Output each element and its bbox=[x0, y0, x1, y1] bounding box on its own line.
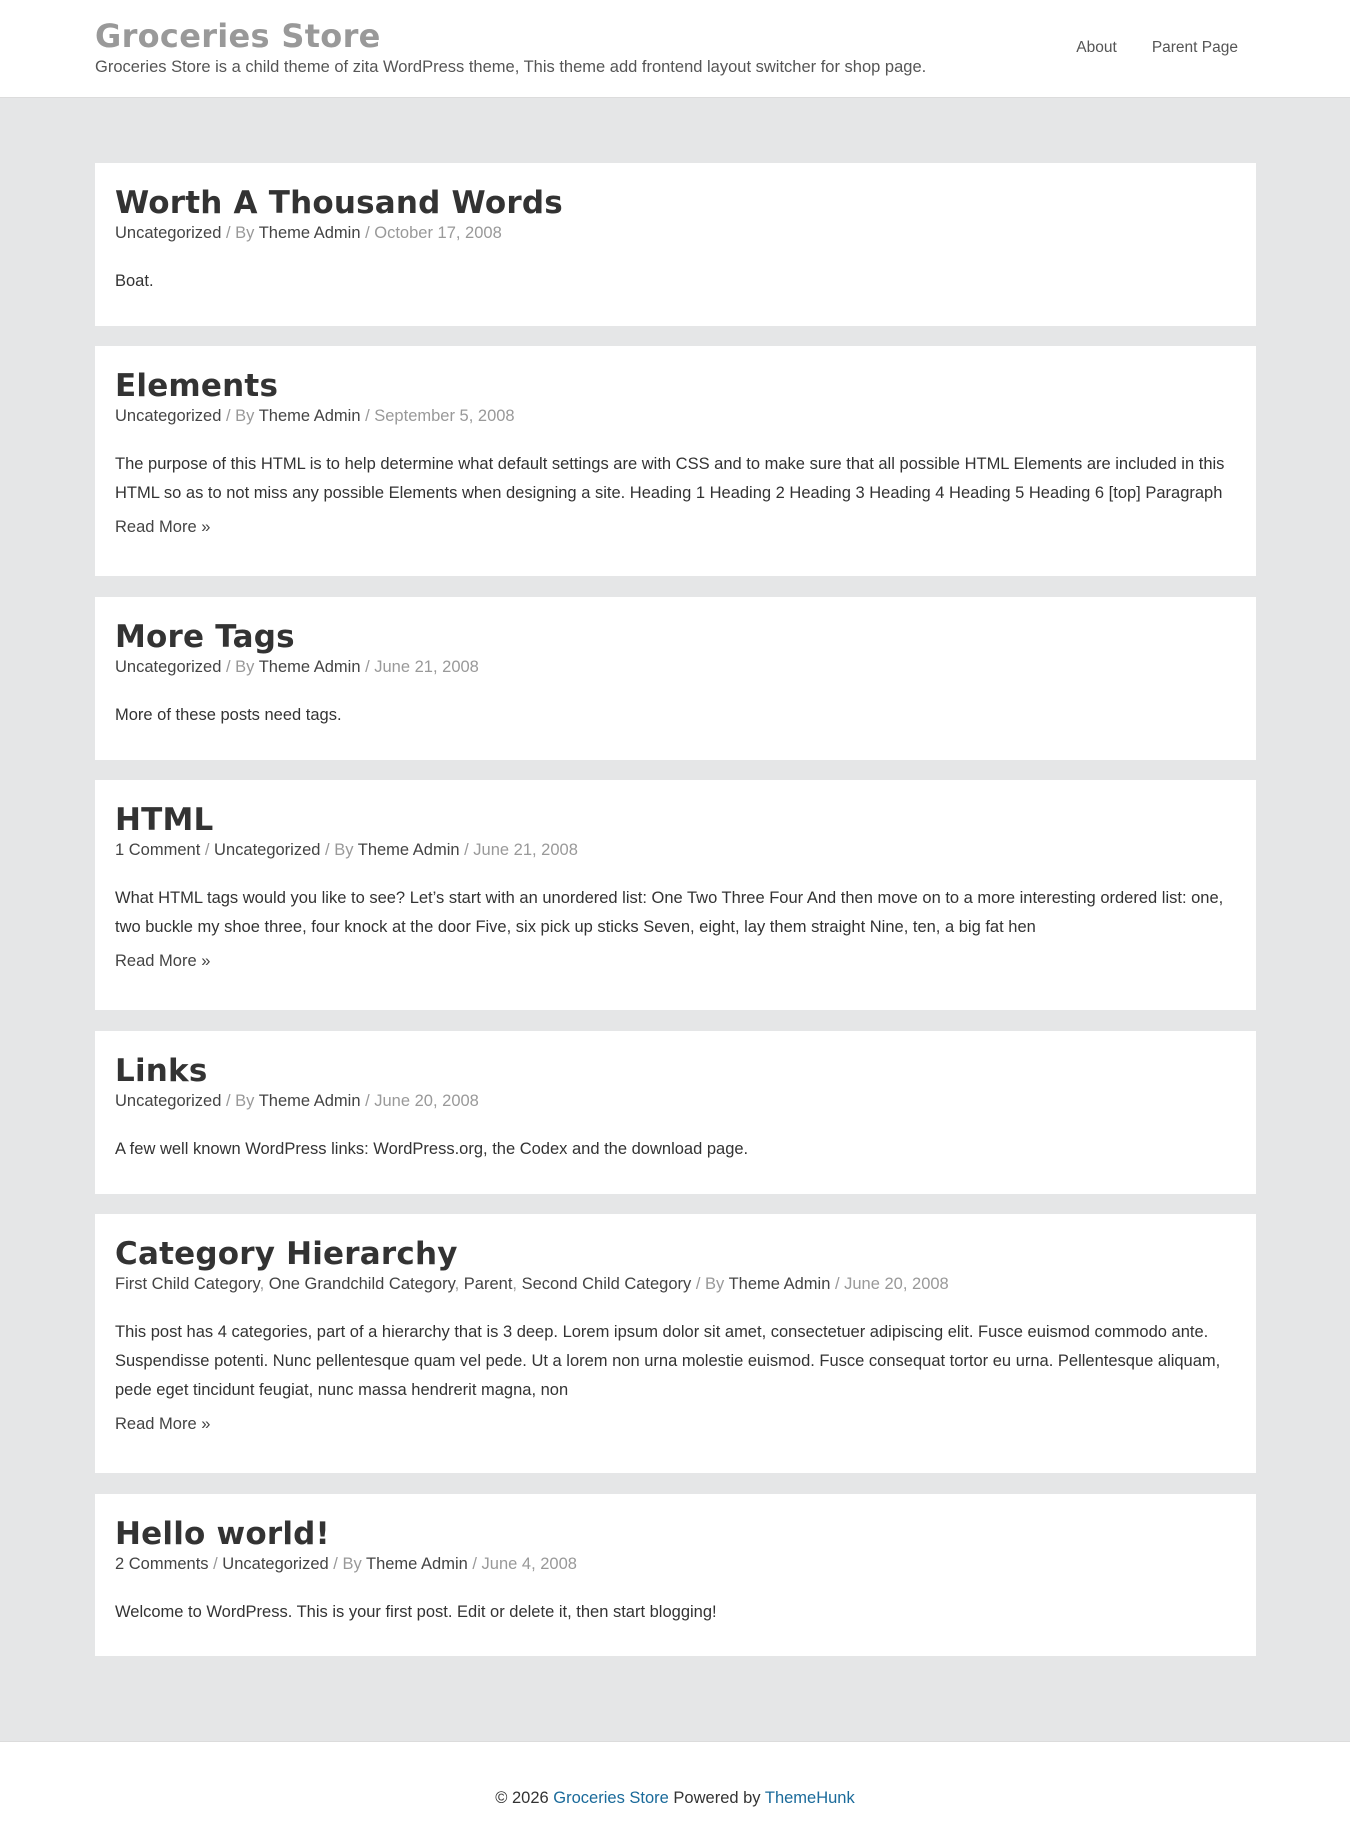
copyright-text: © 2026 bbox=[495, 1789, 554, 1807]
post-title-link[interactable]: More Tags bbox=[115, 619, 295, 655]
author-link[interactable]: Theme Admin bbox=[258, 407, 361, 425]
post-meta bbox=[115, 224, 502, 243]
author-link[interactable]: Theme Admin bbox=[728, 1275, 831, 1293]
post-card bbox=[95, 1031, 1256, 1194]
post-date: / September 5, 2008 bbox=[360, 407, 515, 425]
category-link[interactable]: First Child Category bbox=[115, 1275, 260, 1293]
footer-credits bbox=[0, 1789, 1350, 1808]
category-link[interactable]: Uncategorized bbox=[115, 407, 222, 425]
category-link[interactable]: Uncategorized bbox=[115, 1092, 222, 1110]
meta-separator: / By bbox=[691, 1275, 729, 1293]
category-link[interactable]: Uncategorized bbox=[214, 841, 321, 859]
category-link[interactable]: Second Child Category bbox=[521, 1275, 692, 1293]
post-excerpt: Welcome to WordPress. This is your first post. Edit or delete it, then start blogging! bbox=[115, 1603, 717, 1621]
post-date: / October 17, 2008 bbox=[360, 224, 502, 242]
post-meta bbox=[115, 841, 578, 860]
post-date: / June 20, 2008 bbox=[360, 1092, 479, 1110]
post-excerpt: The purpose of this HTML is to help determine what default settings are with CSS and to make sure that all possible HTML Elements are included in this HTML so as to not miss any possible Elements when designing a site. Heading 1 Heading 2 Heading 3 Heading 4 Heading 5 Heading 6 [top] Paragraph bbox=[115, 455, 1225, 502]
post-title-link[interactable]: HTML bbox=[115, 802, 214, 838]
post-date: / June 4, 2008 bbox=[467, 1555, 577, 1573]
footer-theme-link[interactable]: ThemeHunk bbox=[764, 1789, 855, 1807]
comments-link[interactable]: 2 Comments bbox=[115, 1555, 209, 1573]
site-title-link[interactable]: Groceries Store bbox=[95, 17, 381, 55]
post-card bbox=[95, 163, 1256, 326]
post-meta bbox=[115, 658, 479, 677]
read-more-link[interactable]: Read More » bbox=[115, 518, 211, 536]
post-date: / June 20, 2008 bbox=[830, 1275, 949, 1293]
site-tagline: Groceries Store is a child theme of zita WordPress theme, This theme add frontend layout switcher for shop page. bbox=[95, 58, 927, 76]
post-card bbox=[95, 346, 1256, 576]
post-card bbox=[95, 1494, 1256, 1656]
meta-separator: / bbox=[208, 1555, 223, 1573]
site-header bbox=[0, 0, 1350, 98]
post-meta bbox=[115, 407, 515, 426]
post-title-link[interactable]: Hello world! bbox=[115, 1516, 330, 1552]
footer-site-link[interactable]: Groceries Store bbox=[553, 1789, 669, 1807]
category-link[interactable]: Uncategorized bbox=[222, 1555, 329, 1573]
author-link[interactable]: Theme Admin bbox=[366, 1555, 468, 1573]
author-link[interactable]: Theme Admin bbox=[258, 1092, 361, 1110]
meta-separator: / By bbox=[320, 841, 358, 859]
meta-separator: / By bbox=[221, 658, 259, 676]
post-title-link[interactable]: Elements bbox=[115, 368, 279, 404]
post-excerpt: More of these posts need tags. bbox=[115, 706, 342, 724]
post-date: / June 21, 2008 bbox=[360, 658, 479, 676]
powered-by-text: Powered by bbox=[668, 1789, 765, 1807]
category-link[interactable]: Uncategorized bbox=[115, 224, 222, 242]
nav-item-about[interactable]: About bbox=[1076, 39, 1117, 56]
post-meta bbox=[115, 1555, 577, 1574]
post-title-link[interactable]: Links bbox=[115, 1053, 208, 1089]
post-title-link[interactable]: Category Hierarchy bbox=[115, 1236, 458, 1272]
meta-separator: / By bbox=[328, 1555, 366, 1573]
site-footer bbox=[0, 1741, 1350, 1843]
post-excerpt: What HTML tags would you like to see? Let’s start with an unordered list: One Two Three Four And then move on to a more interesting ordered list: one, two buckle my shoe three, four knock at the door Five, six pick up sticks Seven, eight, lay them straight Nine, ten, a big fat hen bbox=[115, 889, 1224, 936]
nav-item-parent-page[interactable]: Parent Page bbox=[1151, 39, 1238, 56]
meta-separator: / bbox=[200, 841, 215, 859]
author-link[interactable]: Theme Admin bbox=[258, 658, 361, 676]
post-card bbox=[95, 1214, 1256, 1473]
meta-separator: / By bbox=[221, 1092, 259, 1110]
author-link[interactable]: Theme Admin bbox=[357, 841, 460, 859]
meta-separator: / By bbox=[221, 407, 259, 425]
read-more-link[interactable]: Read More » bbox=[115, 952, 211, 970]
post-title-link[interactable]: Worth A Thousand Words bbox=[115, 185, 563, 221]
author-link[interactable]: Theme Admin bbox=[258, 224, 361, 242]
post-meta bbox=[115, 1092, 479, 1111]
post-excerpt: This post has 4 categories, part of a hierarchy that is 3 deep. Lorem ipsum dolor sit amet, consectetuer adipiscing elit. Fusce euismod commodo ante. Suspendisse potenti. Nunc pellentesque quam vel pede. Ut a lorem non urna molestie euismod. Fusce consequat tortor eu urna. Pellentesque aliquam, pede eget tincidunt feugiat, nunc massa hendrerit magna, non bbox=[115, 1323, 1221, 1399]
comments-link[interactable]: 1 Comment bbox=[115, 841, 201, 859]
post-meta: First Child Category, One Grandchild Category, Parent, Second Child Category / By Theme Admin / June 20, 2008 bbox=[115, 1275, 949, 1293]
category-link[interactable]: One Grandchild Category bbox=[268, 1275, 455, 1293]
post-excerpt: Boat. bbox=[115, 272, 154, 290]
post-card bbox=[95, 597, 1256, 760]
post-card bbox=[95, 780, 1256, 1010]
read-more-link[interactable]: Read More » bbox=[115, 1415, 211, 1433]
main-nav bbox=[1076, 39, 1238, 57]
meta-separator: / By bbox=[221, 224, 259, 242]
post-date: / June 21, 2008 bbox=[459, 841, 578, 859]
category-link[interactable]: Uncategorized bbox=[115, 658, 222, 676]
post-excerpt: A few well known WordPress links: WordPress.org, the Codex and the download page. bbox=[115, 1140, 749, 1158]
category-link[interactable]: Parent bbox=[463, 1275, 513, 1293]
